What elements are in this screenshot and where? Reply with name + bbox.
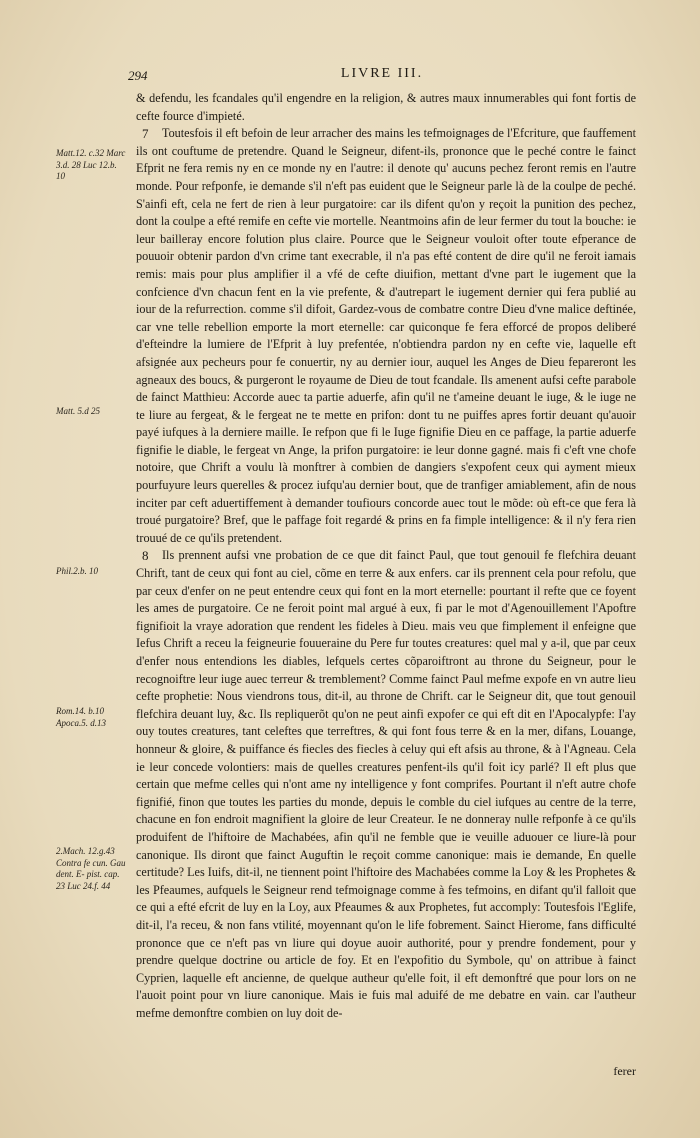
- running-title: LIVRE III.: [340, 66, 424, 81]
- marginal-note: Matt.12. c.32 Marc 3.d. 28 Luc 12.b. 10: [56, 148, 126, 181]
- marginal-note: Rom.14. b.10 Apoca.5. d.13: [56, 706, 106, 728]
- paragraph: [136, 125, 636, 547]
- paragraph: & defendu, les fcandales qu'il engendre en la religion, & autres maux innumerables qui font fortis de cefte fource d'impieté.: [136, 91, 636, 123]
- page-header: [128, 66, 636, 88]
- catchword: ferer: [613, 1064, 636, 1078]
- marginal-note: Phil.2.b. 10: [56, 566, 98, 576]
- paragraph-text: Ils prennent aufsi vne probation de ce que dit fainct Paul, que tout genouil fe flefchira deuant Chrift, tant de ceux qui font au ciel, cõme en terre & aux enfers. car ils prennent cela pour refolu, que par ceux d'enfer on ne peut entendre ceux qui font en la mort eternelle: pourtant il refte que ce foyent les ames de purgatoire. Ce ne feroit point mal argué à eux, fi par le mot d'Agenouillement l'Apoftre fignifioit la vraye adoration que rendent les fideles à Dieu. mais veu que fimplement il enfeigne que Iefus Chrift a receu la feigneurie fouueraine du Pere fur toutes creatures: quel mal y a-il, que par ceux d'enfer nous entendions les diables, lefquels certes cõparoiftront au throne du Seigneur, pour le recognoiftre leur iuge auec terreur & tremblement? Comme fainct Paul mefme expofe en vn autre lieu cefte prophetie: Nous viendrons tous, dit-il, au throne de Chrift. car le Seigneur dit, que tout genouil flefchira deuant luy, &c. Ils repliquerõt qu'on ne peut ainfi expofer ce qui eft dit en l'Apocalypfe: I'ay ouy toutes creatures, tant celeftes que terreftres, & qui font fous terre & en la mer, difans, Louange, honneur & gloire, & puiffance és fiecles des fiecles à celuy qui eft afsis au throne, & à l'Agneau. Cela ie leur concede volontiers: mais de quelles creatures penfent-ils qu'il foit icy parlé? Il eft plus que certain que mefme celles qui n'ont ame ny intelligence y font comprifes. Pourtant il n'eft autre chofe fignifié, finon que toutes les parties du monde, depuis le comble du ciel iufques au centre de la terre, chacune en fon endroit magnifient la gloire de leur Createur. Ie ne donneray nulle refponfe à ce qu'ils produifent de l'hiftoire de Machabées, afin qu'il ne femble que ie veuille aduouer ce liure-là pour canonique. Ils diront que fainct Auguftin le reçoit comme canonique: mais ie demande, En quelle certitude? Les Iuifs, dit-il, ne tiennent point l'hiftoire des Machabées comme la Loy & les Prophetes & les Pfeaumes, aufquels le Seigneur rend tefmoignage comme à fes tefmoins, en difant qu'il falloit que ce qui a efté efcrit de luy en la Loy, aux Pfeaumes & aux Prophetes, fut accomply: Toutesfois l'Eglife, dit-il, l'a receu, & non fans vtilité, moyennant qu'on le life fobrement. Sainct Hierome, fans difficulté prononce que ce n'eft pas vn liure qui doyue auoir authorité, pour y prendre fondement, pour y prendre quelque doctrine ou article de foy. Et en l'expofitio du Symbole, qu' on attribue à fainct Cyprien, laquelle eft ancienne, de quelque autheur qu'elle foit, il eft demonftré que pour lors on ne l'auoit point pour vn liure canonique. Mais ie fuis mal aduifé de me debatre en vain. car l'autheur mefme demonftre combien on luy doit de-: [136, 548, 636, 1020]
- marginal-note: Matt. 5.d 25: [56, 406, 100, 416]
- page-number: 294: [128, 68, 148, 83]
- paragraph-number: 8: [142, 548, 149, 564]
- marginal-note: 2.Mach. 12.g.43 Contra fe cun. Gau dent. E- pist. cap. 23 Luc 24.f. 44: [56, 846, 126, 891]
- paragraph-number: 7: [142, 126, 149, 142]
- body-text: [136, 90, 636, 1022]
- paragraph-text: Toutesfois il eft befoin de leur arracher des mains les tefmoignages de l'Efcriture, que fauffement ils ont couftume de pretendre. Quand le Seigneur, difent-ils, prononce que le peché contre le fainct Efprit ne fera remis ny en ce monde ny en l'autre: il denote qu' aucuns pechez feront remis en l'autre monde. Pour refponfe, ie demande s'il n'eft pas euident que le Seigneur parle là de la coulpe de peché. S'ainfi eft, cela ne fert de rien à leur purgatoire: car ils difent qu'on y reçoit la punition des pechez, dont la coulpe a efté remife en cefte vie mortelle. Neantmoins afin de leur fermer du tout la bouche: ie leur bailleray encore folution plus claire. Pource que le Seigneur vouloit ofter toute efperance de pouuoir obtenir pardon d'vn crime tant execrable, il n'a pas efté content de dire qu'il ne feroit iamais remis: mais pour plus amplifier il a vfé de cefte diuifion, mettant d'vne part le iugement que la confcience d'vn chacun fent en la vie prefente, & d'autrepart le iugement dernier qui fera publié au iour de la refurrection. comme s'il difoit, Gardez-vous de combatre contre Dieu d'vne malice deftinée, car vne telle rebellion emporte la mort eternelle: car quiconque fe fera efforcé de propos deliberé d'efteindre la lumiere de l'Efprit à luy prefentée, n'obtiendra pardon ny en cefte vie, laquelle eft afsignée aux pecheurs pour fe conuertir, ny au dernier iour, auquel les Anges de Dieu fepareront les agneaux des boucs, & purgeront le royaume de Dieu de tout fcandale. Ils amenent aufsi cefte parabole de fainct Matthieu: Accorde auec ta partie aduerfe, afin qu'il ne t'ameine deuant le iuge, & le iuge ne te liure au fergeat, & le fergeat ne te mette en prifon: dont tu ne puiffes apres fortir deuant qu'auoir payé iufques à la derniere maille. Ie refpon que fi le Iuge fignifie Dieu en ce paffage, la partie aduerfe fignifie le diable, le fergeat vn Ange, la prifon purgatoire: ie leur donne gagné. mais fi c'eft vne chofe notoire, que Chrift a voulu là monftrer à combien de dangiers s'expofent ceux qui ayment mieux pourfuyure leurs querelles & procez iufqu'au dernier bout, que de tranfiger amiablement, afin de nous inciter par ceft aduertiffement à demander toufiours concorde auec tout le mõde: où eft-ce que fera là troué purgatoire? Bref, que le paffage foit regardé & prins en fa fimple intelligence: & il n'y fera rien trouué de ce qu'ils pretendent.: [136, 126, 636, 545]
- paragraph: [136, 547, 636, 1022]
